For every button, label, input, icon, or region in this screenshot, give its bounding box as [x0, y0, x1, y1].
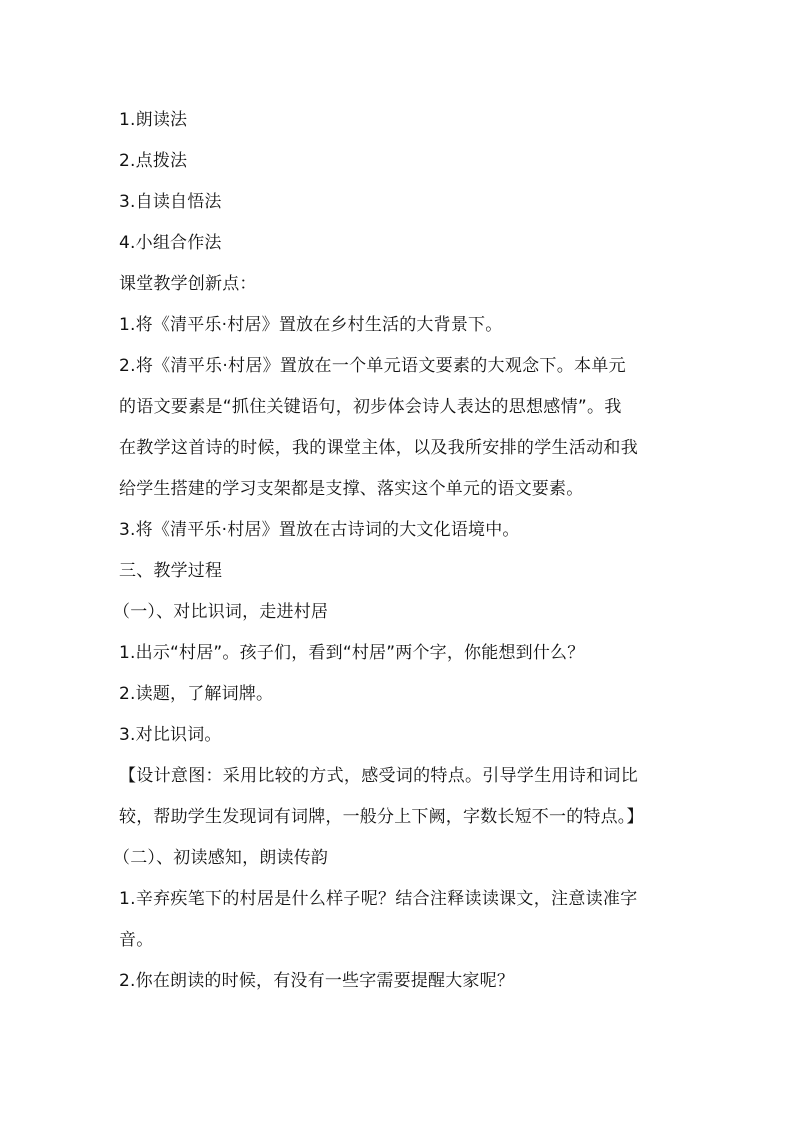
method-reading-aloud: 1.朗读法 — [119, 110, 188, 130]
section-heading-teaching-process: 三、教学过程 — [119, 561, 223, 581]
method-guidance: 2.点拨法 — [119, 151, 188, 171]
innovation-point-1: 1.将《清平乐·村居》置放在乡村生活的大背景下。 — [119, 315, 503, 335]
innovation-point-2-line-3: 在教学这首诗的时候，我的课堂主体，以及我所安排的学生活动和我 — [119, 438, 638, 458]
subsection-heading-2: （二）、初读感知，朗读传韵 — [113, 848, 329, 868]
step-1-1: 1.出示“村居”。孩子们，看到“村居”两个字，你能想到什么？ — [119, 643, 585, 663]
innovation-point-3: 3.将《清平乐·村居》置放在古诗词的大文化语境中。 — [119, 520, 520, 540]
subsection-heading-1: （一）、对比识词，走进村居 — [113, 602, 329, 622]
innovation-heading: 课堂教学创新点： — [119, 274, 257, 294]
design-intent-line-2: 较，帮助学生发现词有词牌，一般分上下阙，字数长短不一的特点。】 — [119, 807, 644, 827]
step-2-1-line-2: 音。 — [119, 930, 154, 950]
method-group-work: 4.小组合作法 — [119, 233, 222, 253]
method-self-study: 3.自读自悟法 — [119, 192, 222, 212]
innovation-point-2-line-2: 的语文要素是“抓住关键语句，初步体会诗人表达的思想感情”。我 — [119, 397, 622, 417]
step-2-2: 2.你在朗读的时候，有没有一些字需要提醒大家呢？ — [119, 971, 515, 991]
step-1-2: 2.读题，了解词牌。 — [119, 684, 274, 704]
design-intent-line-1: 【设计意图：采用比较的方式，感受词的特点。引导学生用诗和词比 — [119, 766, 638, 786]
step-2-1-line-1: 1.辛弃疾笔下的村居是什么样子呢？结合注释读读课文，注意读准字 — [119, 889, 638, 909]
innovation-point-2-line-4: 给学生搭建的学习支架都是支撑、落实这个单元的语文要素。 — [119, 479, 584, 499]
innovation-point-2-line-1: 2.将《清平乐·村居》置放在一个单元语文要素的大观念下。本单元 — [119, 356, 626, 376]
document-body — [113, 100, 679, 1002]
step-1-3: 3.对比识词。 — [119, 725, 222, 745]
